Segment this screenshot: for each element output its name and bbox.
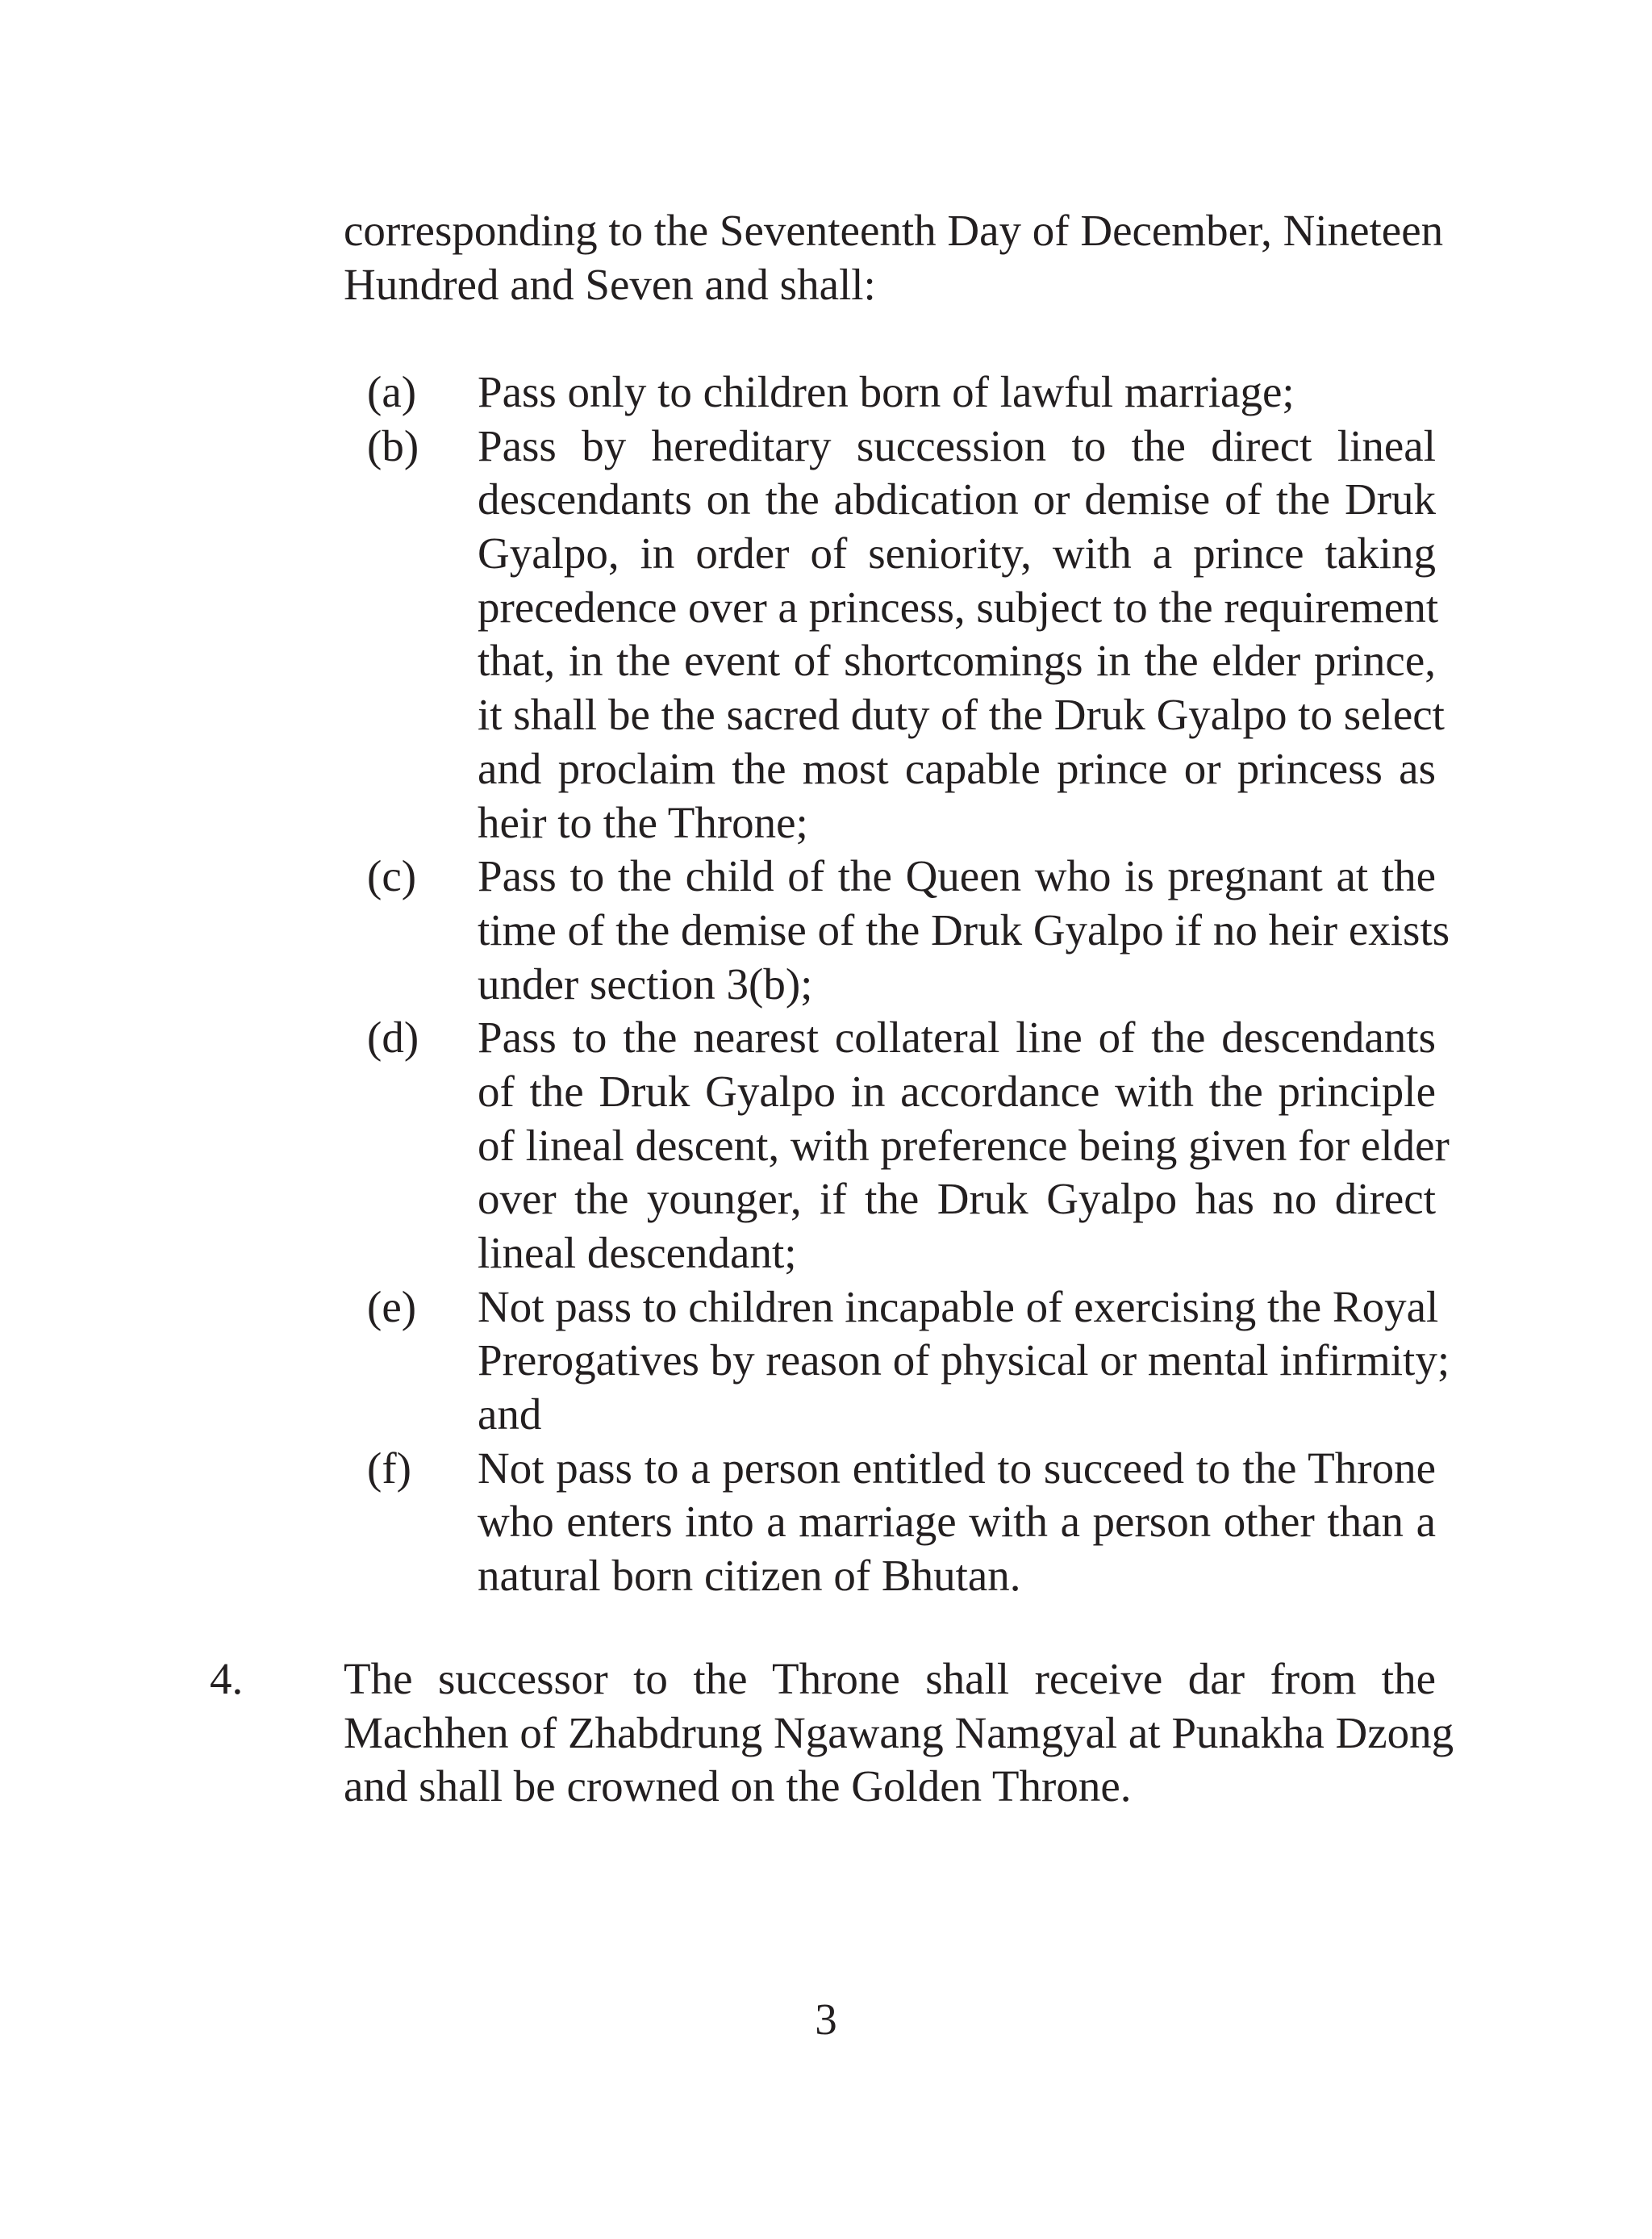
text-line: and proclaim the most capable prince or princess as — [478, 743, 1436, 793]
text-line: Pass to the nearest collateral line of the descendants — [478, 1013, 1436, 1063]
text-line: and — [478, 1389, 542, 1439]
list-item — [344, 850, 1450, 1011]
item-text — [478, 420, 1445, 850]
text-line: lineal descendant; — [478, 1228, 797, 1277]
item-text — [478, 1280, 1450, 1442]
list-item — [344, 1280, 1450, 1442]
item-label: (d) — [367, 1013, 419, 1063]
text-line: Hundred and Seven and shall: — [344, 259, 876, 309]
text-line: Not pass to a person entitled to succeed to the Throne — [478, 1443, 1436, 1493]
text-line: Pass by hereditary succession to the direct lineal — [478, 420, 1436, 470]
text-line: it shall be the sacred duty of the Druk Gyalpo to select — [478, 690, 1445, 740]
text-line: natural born citizen of Bhutan. — [478, 1551, 1021, 1601]
text-line: of the Druk Gyalpo in accordance with the principle — [478, 1066, 1436, 1116]
list-item — [344, 1011, 1450, 1280]
item-label: (c) — [367, 851, 417, 901]
continued-paragraph — [344, 204, 1444, 311]
item-label: (e) — [367, 1281, 417, 1331]
text-line: of lineal descent, with preference being given for elder — [478, 1120, 1450, 1170]
page-number: 3 — [815, 1995, 837, 2044]
text-line: and shall be crowned on the Golden Throne. — [344, 1761, 1132, 1811]
text-line: The successor to the Throne shall receive dar from the — [344, 1654, 1436, 1703]
text-line: Machhen of Zhabdrung Ngawang Namgyal at Punakha Dzong — [344, 1707, 1454, 1757]
item-label: (a) — [367, 367, 417, 416]
item-text — [478, 1011, 1450, 1280]
text-line: Pass to the child of the Queen who is pregnant at the — [478, 851, 1436, 901]
text-line: time of the demise of the Druk Gyalpo if no heir exists — [478, 904, 1450, 954]
section-text — [344, 1652, 1454, 1814]
list-item — [344, 420, 1445, 850]
succession-list — [344, 366, 1450, 1603]
text-line: heir to the Throne; — [478, 797, 808, 847]
text-line: who enters into a marriage with a person other than a — [478, 1497, 1436, 1547]
list-item — [344, 1442, 1436, 1603]
text-line: Not pass to children incapable of exercising the Royal — [478, 1281, 1439, 1331]
text-line: under section 3(b); — [478, 959, 813, 1009]
text-line: that, in the event of shortcomings in the elder prince, — [478, 636, 1436, 686]
list-item — [344, 366, 1436, 420]
item-text — [478, 366, 1436, 420]
text-line: corresponding to the Seventeenth Day of December, Nineteen — [344, 206, 1444, 255]
item-label: (b) — [367, 420, 419, 470]
section-number: 4. — [210, 1654, 244, 1703]
item-text — [478, 1442, 1436, 1603]
text-line: Pass only to children born of lawful marriage; — [478, 367, 1295, 416]
text-line: Gyalpo, in order of seniority, with a prince taking — [478, 528, 1436, 579]
text-line: precedence over a princess, subject to the requirement — [478, 582, 1439, 632]
text-line: over the younger, if the Druk Gyalpo has no direct — [478, 1174, 1436, 1224]
text-line: descendants on the abdication or demise of the Druk — [478, 474, 1436, 524]
item-label: (f) — [367, 1443, 411, 1493]
text-line: Prerogatives by reason of physical or mental infirmity; — [478, 1335, 1450, 1385]
item-text — [478, 850, 1450, 1011]
section-4 — [210, 1652, 1454, 1814]
